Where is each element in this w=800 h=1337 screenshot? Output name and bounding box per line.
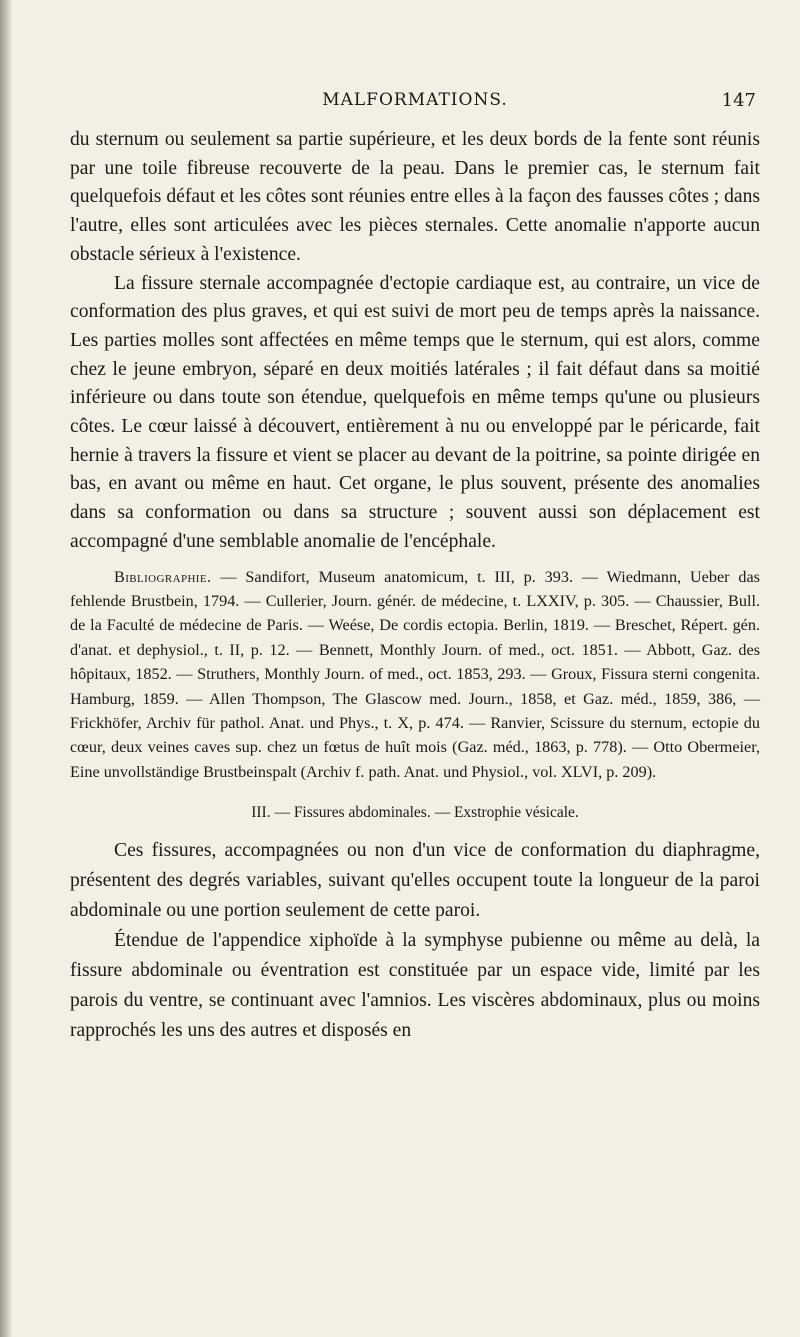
- bibliography-block: [70, 565, 760, 785]
- main-text: [70, 126, 760, 557]
- paragraph-fissure-sternale: La fissure sternale accompagnée d'ectopie cardiaque est, au contraire, un vice de conformation des plus graves, et qui est suivi de mort peu de temps après la naissance. Les parties molles sont affectées en même temps que le sternum, qui est alors, comme chez le jeune embryon, séparé en deux moitiés latérales ; il fait défaut dans sa moitié inférieure ou dans toute son étendue, quelquefois en même temps qu'une ou plusieurs côtes. Le cœur laissé à découvert, entièrement à nu ou enveloppé par le péricarde, fait hernie à travers la fissure et vient se placer au devant de la poitrine, sa pointe dirigée en bas, en avant ou même en haut. Cet organe, le plus souvent, présente des anomalies dans sa conformation ou dans sa structure ; souvent aussi son déplacement est accompagné d'une semblable anomalie de l'encéphale.: [70, 272, 760, 552]
- running-head: [70, 60, 760, 111]
- running-title: MALFORMATIONS.: [322, 90, 508, 110]
- paragraph-fissures-intro: Ces fissures, accompagnées ou non d'un vice de conformation du diaphragme, présentent des degrés variables, suivant qu'elles occupent toute la longueur de la paroi abdominale ou une portion seulement de cette paroi.: [70, 840, 760, 922]
- book-page: [70, 60, 760, 1046]
- paragraph-sternum-continuation: du sternum ou seulement sa partie supérieure, et les deux bords de la fente sont réunis par une toile fibreuse recouverte de la peau. Dans le premier cas, le sternum fait quelquefois défaut et les côtes sont réunies entre elles à la façon des fausses côtes ; dans l'autre, elles sont articulées avec les pièces sternales. Cette anomalie n'apporte aucun obstacle sérieux à l'existence.: [70, 129, 760, 265]
- bibliography-label: Bibliographie.: [114, 567, 212, 586]
- bibliography-entries: — Sandifort, Museum anatomicum, t. III, p. 393. — Wiedmann, Ueber das fehlende Brustbein, 1794. — Cullerier, Journ. génér. de médecine, t. LXXIV, p. 305. — Chaussier, Bull. de la Faculté de médecine de Paris. — Weése, De cordis ectopia. Berlin, 1819. — Breschet, Répert. gén. d'anat. et dephysiol., t. II, p. 12. — Bennett, Monthly Journ. of med., oct. 1851. — Abbott, Gaz. des hôpitaux, 1852. — Struthers, Monthly Journ. of med., oct. 1853, 293. — Groux, Fissura sterni congenita. Hamburg, 1859. — Allen Thompson, The Glascow med. Journ., 1858, et Gaz. méd., 1859, 386, — Frickhöfer, Archiv für pathol. Anat. und Phys., t. X, p. 474. — Ranvier, Scissure du sternum, ectopie du cœur, deux veines caves sup. chez un fœtus de huît mois (Gaz. méd., 1863, p. 778). — Otto Obermeier, Eine unvollständige Brustbeinspalt (Archiv f. path. Anat. und Physiol., vol. XLVI, p. 209).: [70, 567, 760, 781]
- book-binding-edge: [0, 0, 12, 1337]
- section-heading: III. — Fissures abdominales. — Exstrophie vésicale.: [251, 804, 579, 822]
- paragraph-eventration: Étendue de l'appendice xiphoïde à la symphyse pubienne ou même au delà, la fissure abdominale ou éventration est constituée par un espace vide, limité par les parois du ventre, se continuant avec l'amnios. Les viscères abdominaux, plus ou moins rapprochés les uns des autres et disposés en: [70, 930, 760, 1042]
- page-number: 147: [721, 90, 756, 111]
- section-text: [70, 836, 760, 1046]
